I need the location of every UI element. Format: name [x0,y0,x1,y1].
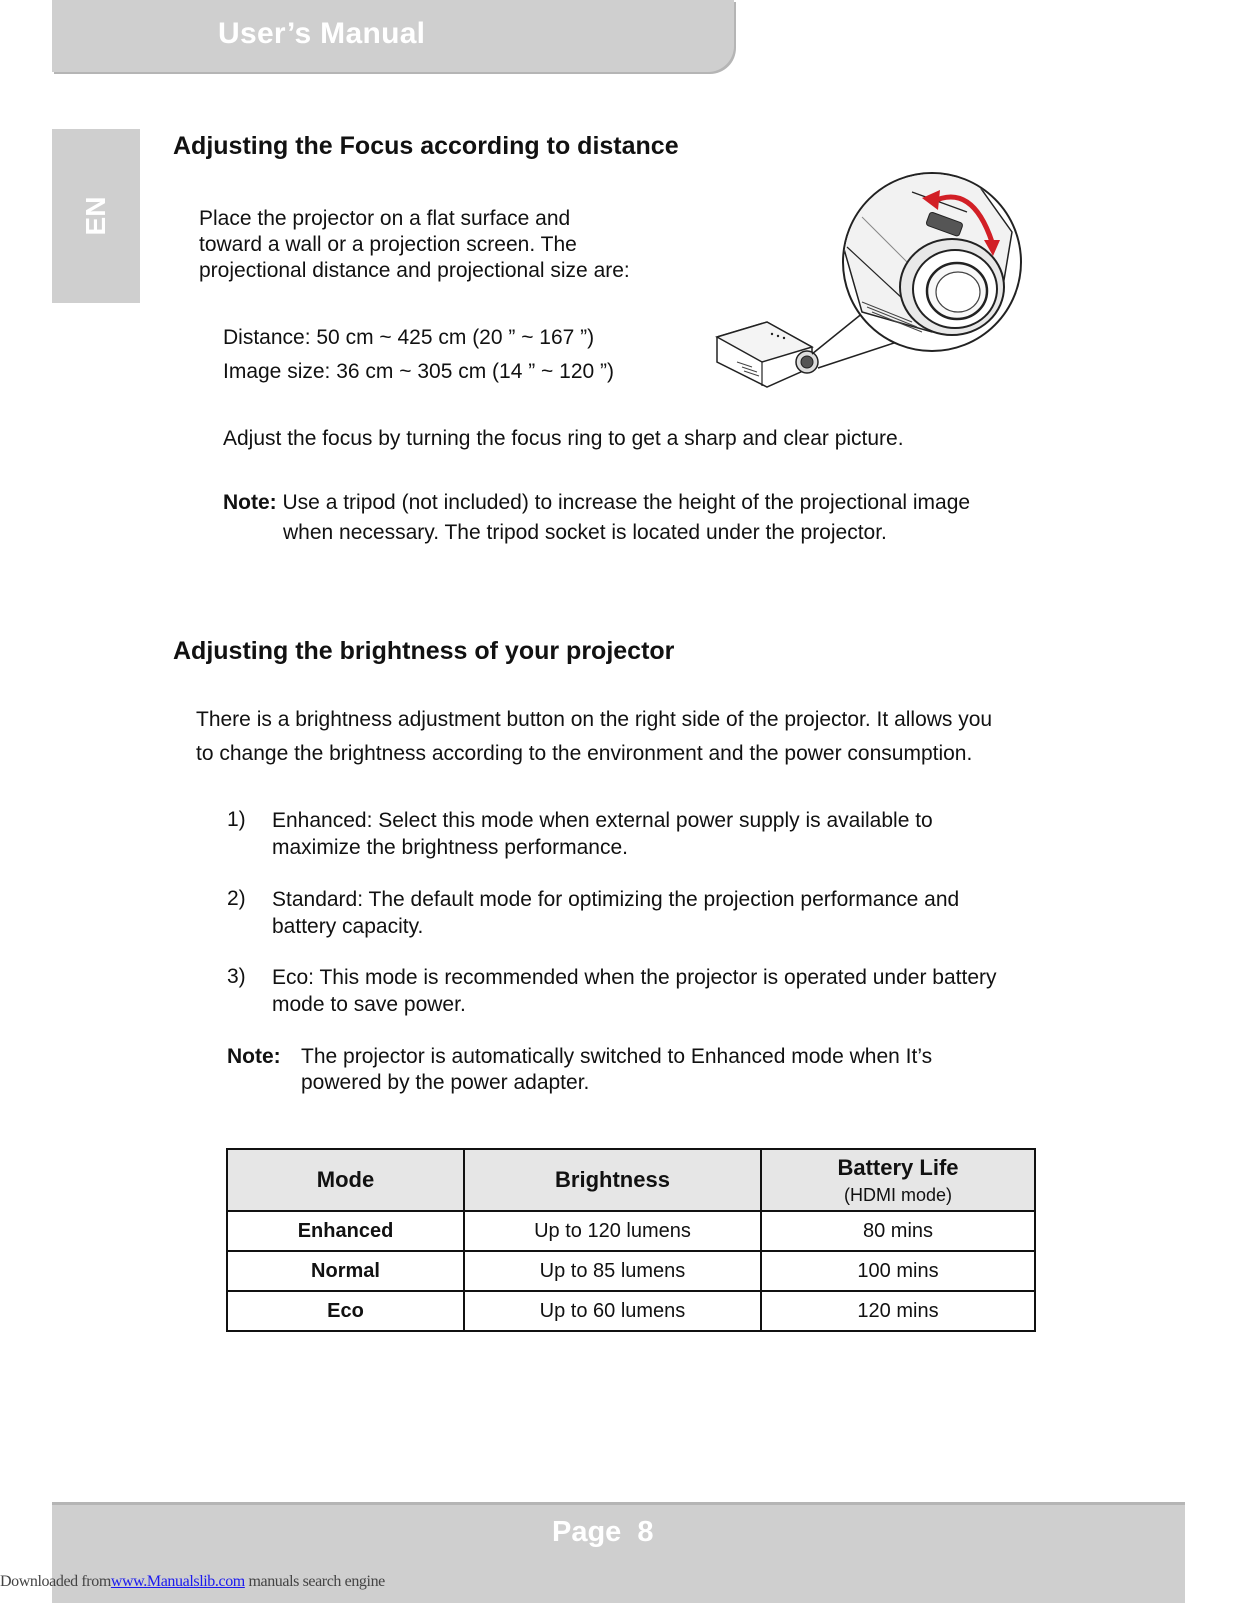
section-brightness-title: Adjusting the brightness of your projector [173,637,675,665]
list-item-2-line-1: Standard: The default mode for optimizing the projection performance and [272,888,960,911]
header-mode: Mode [227,1149,464,1211]
focus-intro-line-3: projectional distance and projectional size are: [199,259,630,282]
projector-small-icon [717,322,818,387]
list-item-1-line-1: Enhanced: Select this mode when external power supply is available to [272,809,933,832]
cell-battery: 120 mins [761,1291,1035,1331]
brightness-modes-table [226,1148,1036,1332]
focus-note-line-2: when necessary. The tripod socket is located under the projector. [283,521,887,544]
focus-intro-line-1: Place the projector on a flat surface and [199,207,571,230]
brightness-note-label [227,1044,281,1070]
download-source [0,1573,385,1591]
focus-intro-line-2: toward a wall or a projection screen. The [199,233,577,256]
list-item-2-number: 2) [227,887,246,910]
section-focus-title: Adjusting the Focus according to distance [173,132,679,160]
focus-note-label: Note: [223,491,277,514]
table-row [227,1291,1035,1331]
table-row [227,1251,1035,1291]
header-brightness: Brightness [464,1149,761,1211]
brightness-note-line-2: powered by the power adapter. [301,1071,590,1094]
focus-note-line-1: Use a tripod (not included) to increase the height of the projectional image [282,491,971,514]
brightness-note-line-1: The projector is automatically switched to Enhanced mode when It’s [301,1045,933,1068]
cell-battery: 100 mins [761,1251,1035,1291]
cell-brightness: Up to 85 lumens [464,1251,761,1291]
brightness-note-label-text: Note: [227,1045,281,1068]
manualslib-link[interactable]: www.Manualslib.com [110,1573,245,1590]
cell-brightness: Up to 120 lumens [464,1211,761,1251]
table-header-row [227,1149,1035,1211]
header-title: User’s Manual [218,17,426,50]
list-item-1-number: 1) [227,808,246,831]
header-battery-life-sub: (HDMI mode) [843,1184,952,1205]
list-item-3-line-2: mode to save power. [272,993,466,1016]
download-prefix: Downloaded from [0,1573,111,1590]
focus-note [223,490,970,516]
projector-focus-ring-illustration [712,172,1042,402]
page-number: Page 8 [552,1516,654,1548]
header-battery-life [761,1149,1035,1211]
list-item-1-line-2: maximize the brightness performance. [272,836,628,859]
table-row [227,1211,1035,1251]
cell-mode: Eco [227,1291,464,1331]
list-item-3-number: 3) [227,965,246,988]
header-battery-life-label: Battery Life [837,1154,959,1180]
list-item-3-line-1: Eco: This mode is recommended when the projector is operated under battery [272,966,997,989]
language-label: EN [80,196,111,236]
cell-mode: Normal [227,1251,464,1291]
image-size-spec: Image size: 36 cm ~ 305 cm (14 ” ~ 120 ”) [223,360,615,383]
cell-mode: Enhanced [227,1211,464,1251]
focus-adjust-text: Adjust the focus by turning the focus ring to get a sharp and clear picture. [223,427,904,450]
brightness-intro-line-1: There is a brightness adjustment button on the right side of the projector. It allows you [196,708,993,731]
cell-brightness: Up to 60 lumens [464,1291,761,1331]
brightness-intro-line-2: to change the brightness according to the environment and the power consumption. [196,742,973,765]
cell-battery: 80 mins [761,1211,1035,1251]
language-tab [52,129,140,303]
download-suffix: manuals search engine [244,1573,385,1590]
list-item-2-line-2: battery capacity. [272,915,424,938]
distance-spec: Distance: 50 cm ~ 425 cm (20 ” ~ 167 ”) [223,326,595,349]
